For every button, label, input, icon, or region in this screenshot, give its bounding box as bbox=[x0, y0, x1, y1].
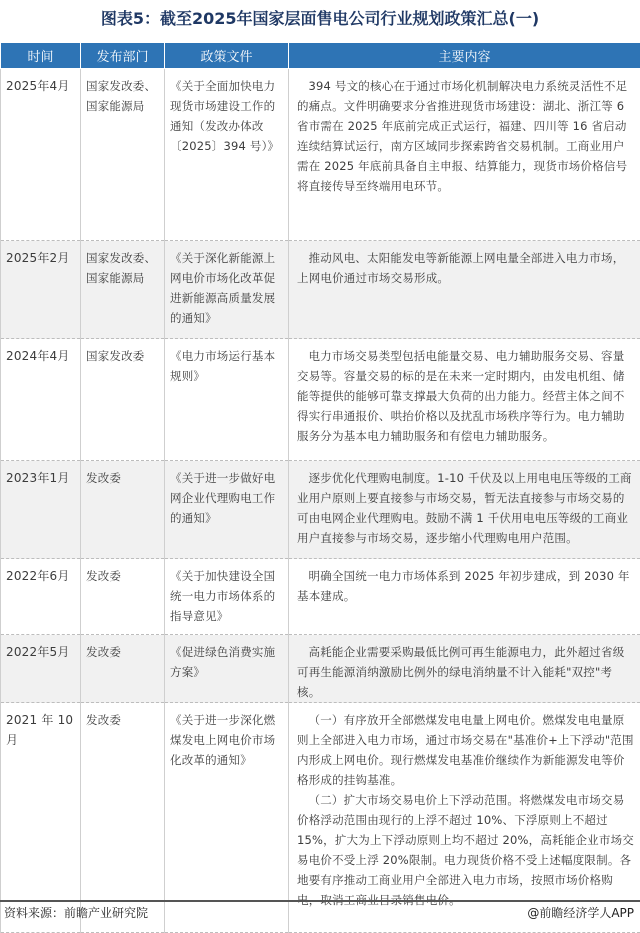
cell-content bbox=[289, 461, 640, 559]
cell-doc: 《关于深化新能源上网电价市场化改革促进新能源高质量发展的通知》 bbox=[165, 241, 289, 339]
content-paragraph: 电力市场交易类型包括电能量交易、电力辅助服务交易、容量交易等。容量交易的标的是在未来一定时期内，由发电机组、储能等提供的能够可靠支撑最大负荷的出力能力。经营主体之间不得实行串通报价、哄抬价格以及扰乱市场秩序等行为。电力辅助服务分为基本电力辅助服务和有偿电力辅助服务。 bbox=[297, 346, 634, 446]
content-paragraph: 高耗能企业需要采购最低比例可再生能源电力，此外超过省级可再生能源消纳激励比例外的绿电消纳量不计入能耗"双控"考核。 bbox=[297, 642, 634, 702]
cell-dept: 发改委 bbox=[81, 635, 165, 703]
cell-doc: 《电力市场运行基本规则》 bbox=[165, 339, 289, 461]
content-paragraph: 推动风电、太阳能发电等新能源上网电量全部进入电力市场，上网电价通过市场交易形成。 bbox=[297, 248, 634, 288]
cell-time: 2024年4月 bbox=[1, 339, 81, 461]
cell-dept: 发改委 bbox=[81, 461, 165, 559]
header-time: 时间 bbox=[1, 43, 81, 69]
table-row bbox=[1, 703, 640, 933]
cell-doc: 《关于加快建设全国统一电力市场体系的指导意见》 bbox=[165, 559, 289, 635]
content-paragraph: 明确全国统一电力市场体系到 2025 年初步建成，到 2030 年基本建成。 bbox=[297, 566, 634, 606]
cell-time: 2025年4月 bbox=[1, 69, 81, 241]
cell-time: 2021 年 10月 bbox=[1, 703, 81, 933]
cell-content bbox=[289, 703, 640, 933]
policy-table bbox=[0, 42, 640, 933]
cell-time: 2023年1月 bbox=[1, 461, 81, 559]
footer-divider bbox=[0, 900, 640, 902]
cell-time: 2025年2月 bbox=[1, 241, 81, 339]
cell-doc: 《关于进一步做好电网企业代理购电工作的通知》 bbox=[165, 461, 289, 559]
brand-credit: @前瞻经济学人APP bbox=[527, 904, 634, 921]
table-row bbox=[1, 461, 640, 559]
content-paragraph: 逐步优化代理购电制度。1-10 千伏及以上用电电压等级的工商业用户原则上要直接参与市场交易，暂无法直接参与市场交易的可由电网企业代理购电。鼓励不满 1 千伏用电电压等级的工商业用户直接参与市场交易，逐步缩小代理购电用户范围。 bbox=[297, 468, 634, 548]
table-row bbox=[1, 69, 640, 241]
table-row bbox=[1, 635, 640, 703]
cell-time: 2022年6月 bbox=[1, 559, 81, 635]
content-paragraph: （一）有序放开全部燃煤发电电量上网电价。燃煤发电电量原则上全部进入电力市场，通过市场交易在"基准价+上下浮动"范围内形成上网电价。现行燃煤发电基准价继续作为新能源发电等价格形成的挂钩基准。 bbox=[297, 710, 634, 790]
cell-content bbox=[289, 241, 640, 339]
table-header-row bbox=[1, 43, 640, 69]
header-content: 主要内容 bbox=[289, 43, 640, 69]
source-note: 资料来源：前瞻产业研究院 bbox=[4, 904, 148, 921]
cell-content bbox=[289, 559, 640, 635]
cell-dept: 发改委 bbox=[81, 559, 165, 635]
header-doc: 政策文件 bbox=[165, 43, 289, 69]
cell-doc: 《关于进一步深化燃煤发电上网电价市场化改革的通知》 bbox=[165, 703, 289, 933]
cell-dept: 国家发改委、国家能源局 bbox=[81, 69, 165, 241]
cell-content bbox=[289, 339, 640, 461]
cell-dept: 国家发改委、国家能源局 bbox=[81, 241, 165, 339]
table-row bbox=[1, 339, 640, 461]
cell-dept: 发改委 bbox=[81, 703, 165, 933]
table-row bbox=[1, 241, 640, 339]
cell-dept: 国家发改委 bbox=[81, 339, 165, 461]
cell-time: 2022年5月 bbox=[1, 635, 81, 703]
cell-content bbox=[289, 635, 640, 703]
cell-content bbox=[289, 69, 640, 241]
content-paragraph: 394 号文的核心在于通过市场化机制解决电力系统灵活性不足的痛点。文件明确要求分省推进现货市场建设：湖北、浙江等 6 省市需在 2025 年底前完成正式运行，福建、四川等 16 省启动连续结算试运行，南方区域同步探索跨省交易机制。工商业用户需在 2025 年底前具备自主申报、结算能力，现货市场价格信号将直接传导至终端用电环节。 bbox=[297, 76, 634, 196]
page-title: 图表5：截至2025年国家层面售电公司行业规划政策汇总(一) bbox=[0, 6, 640, 32]
cell-doc: 《促进绿色消费实施方案》 bbox=[165, 635, 289, 703]
table-row bbox=[1, 559, 640, 635]
header-dept: 发布部门 bbox=[81, 43, 165, 69]
cell-doc: 《关于全面加快电力现货市场建设工作的通知（发改办体改〔2025〕394 号）》 bbox=[165, 69, 289, 241]
content-paragraph: （二）扩大市场交易电价上下浮动范围。将燃煤发电市场交易价格浮动范围由现行的上浮不超过 10%、下浮原则上不超过 15%，扩大为上下浮动原则上均不超过 20%，高耗能企业市场交易电价不受上浮 20%限制。电力现货价格不受上述幅度限制。各地要有序推动工商业用户全部进入电力市场，按照市场价格购电，取消工商业目录销售电价。 bbox=[297, 790, 634, 910]
